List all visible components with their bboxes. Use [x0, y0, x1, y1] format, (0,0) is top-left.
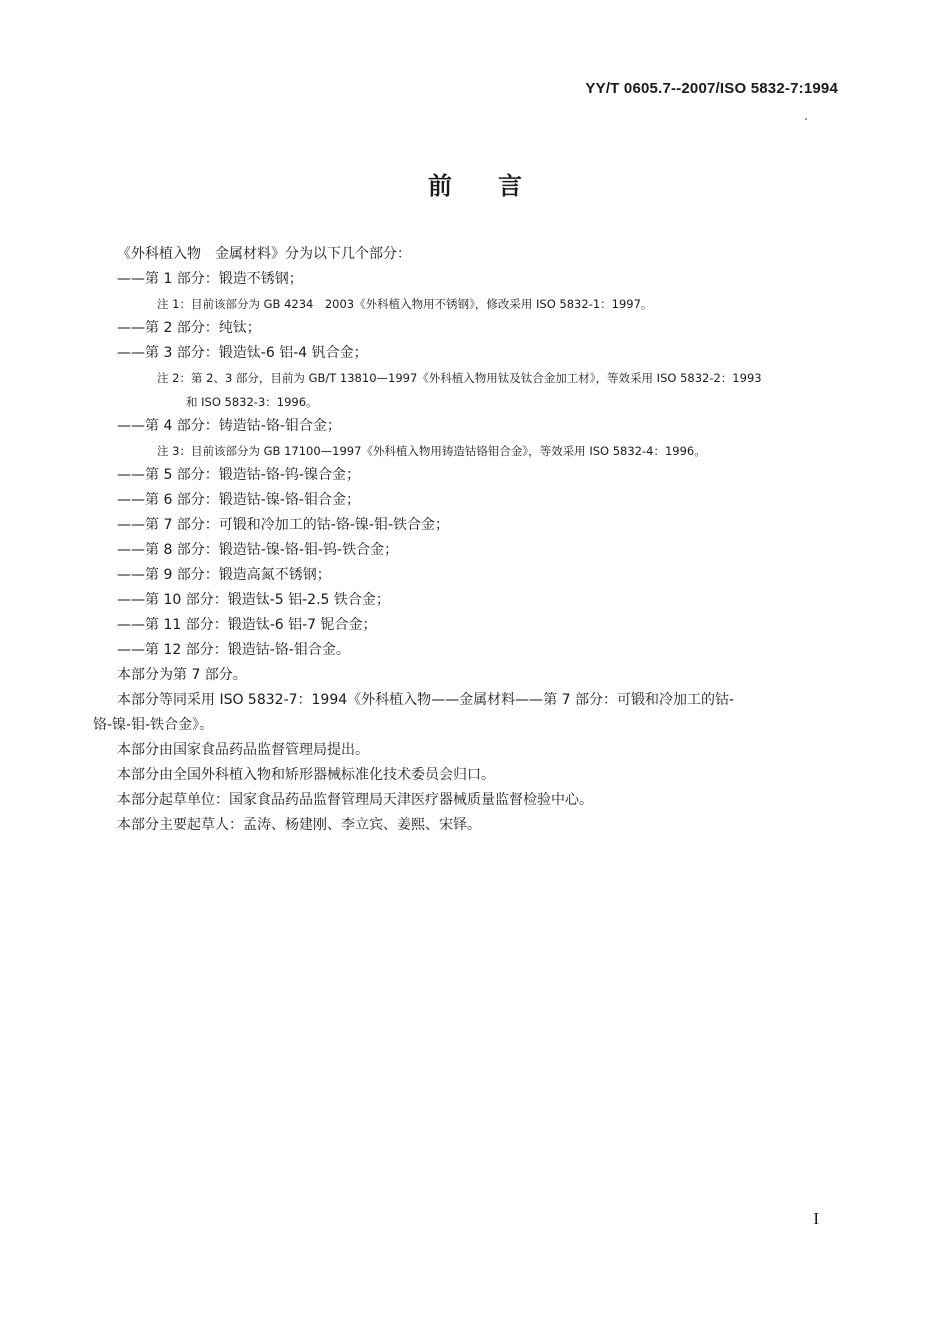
paragraph-adoption-line1: 本部分等同采用 ISO 5832-7：1994《外科植入物——金属材料——第 7 部分：可锻和冷加工的钴- [117, 692, 735, 708]
paragraph-adoption-line2: 铬-镍-钼-铁合金》。 [93, 717, 214, 733]
note-continuation: 和 ISO 5832-3：1996。 [186, 395, 318, 409]
part-item: ——第 10 部分：锻造钛-5 铝-2.5 铁合金； [117, 592, 390, 608]
part-item: ——第 7 部分：可锻和冷加工的钴-铬-镍-钼-铁合金； [117, 517, 450, 533]
paragraph-committee: 本部分由全国外科植入物和矫形器械标准化技术委员会归口。 [117, 767, 495, 783]
paragraph-drafters: 本部分主要起草人：孟涛、杨建刚、李立宾、姜熙、宋铎。 [117, 817, 481, 833]
intro-line: 《外科植入物 金属材料》分为以下几个部分： [117, 246, 411, 262]
part-item: ——第 5 部分：锻造钴-铬-钨-镍合金； [117, 467, 360, 483]
part-item: ——第 2 部分：纯钛； [117, 320, 261, 336]
part-item: ——第 1 部分：锻造不锈钢； [117, 271, 303, 287]
foreword-body [0, 242, 950, 838]
part-item: ——第 6 部分：锻造钴-镍-铬-钼合金； [117, 492, 360, 508]
scan-speck [805, 118, 807, 120]
part-item: ——第 9 部分：锻造高氮不锈钢； [117, 567, 331, 583]
page-title: 前言 [428, 172, 568, 200]
part-item: ——第 8 部分：锻造钴-镍-铬-钼-钨-铁合金； [117, 542, 399, 558]
paragraph-drafting-unit: 本部分起草单位：国家食品药品监督管理局天津医疗器械质量监督检验中心。 [117, 792, 593, 808]
document-code: YY/T 0605.7--2007/ISO 5832-7:1994 [585, 80, 838, 97]
page-number: I [813, 1209, 819, 1228]
part-item: ——第 12 部分：锻造钴-铬-钼合金。 [117, 642, 350, 658]
note-item: 注 3：目前该部分为 GB 17100—1997《外科植入物用铸造钴铬钼合金》，等效采用 ISO 5832-4：1996。 [157, 444, 706, 458]
parts-list [0, 267, 950, 663]
paragraph-proposer: 本部分由国家食品药品监督管理局提出。 [117, 742, 369, 758]
paragraph-part-number: 本部分为第 7 部分。 [117, 667, 247, 683]
note-item: 注 2：第 2、3 部分，目前为 GB/T 13810—1997《外科植入物用钛及钛合金加工材》，等效采用 ISO 5832-2：1993 [157, 371, 762, 385]
part-item: ——第 4 部分：铸造钴-铬-钼合金； [117, 418, 341, 434]
note-item: 注 1：目前该部分为 GB 4234 2003《外科植入物用不锈钢》，修改采用 ISO 5832-1：1997。 [157, 297, 653, 311]
part-item: ——第 3 部分：锻造钛-6 铝-4 钒合金； [117, 345, 368, 361]
part-item: ——第 11 部分：锻造钛-6 铝-7 铌合金； [117, 617, 377, 633]
